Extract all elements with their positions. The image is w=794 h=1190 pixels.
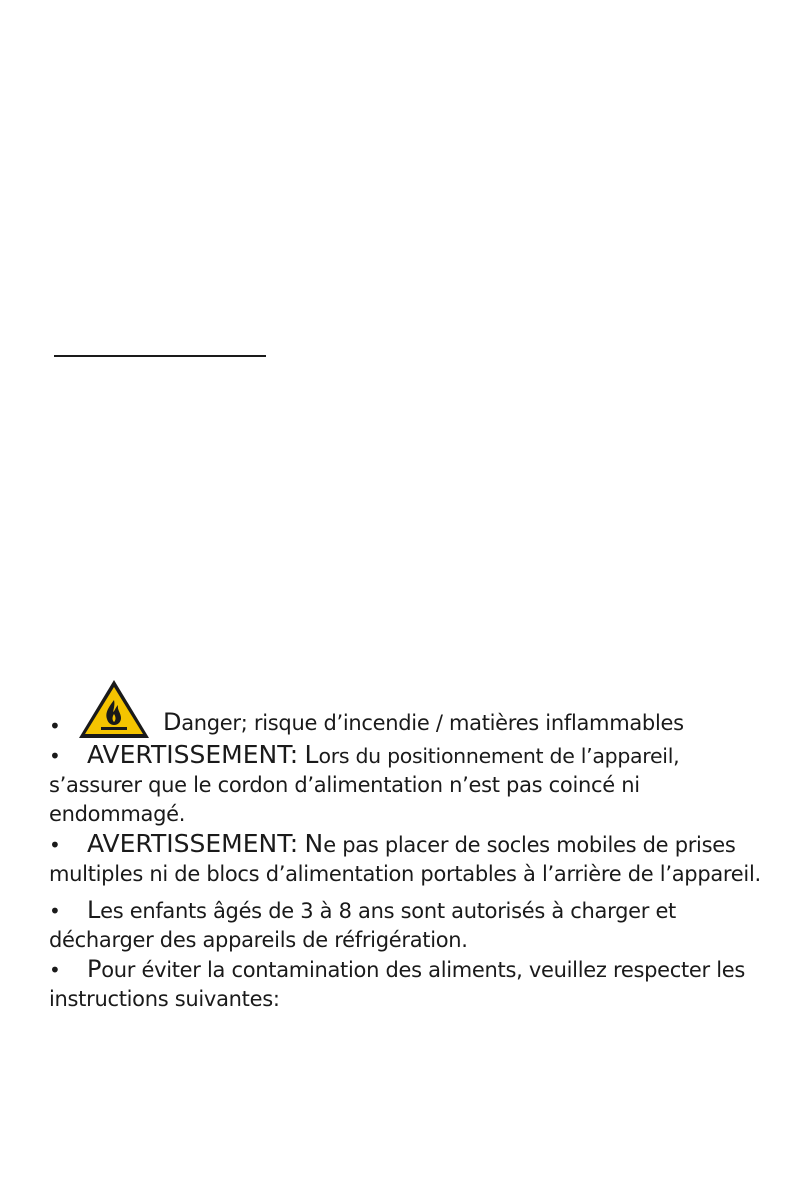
warning-item-sockets: • AVERTISSEMENT: Ne pas placer de socles mobiles de prises multiples ni de blocs d’alimentation portables à l’arrière de l’appareil. (49, 829, 761, 886)
flammable-warning-icon (77, 678, 151, 740)
bullet: • (49, 833, 61, 857)
bullet: • (49, 744, 61, 768)
warning-label: AVERTISSEMENT: (87, 740, 299, 769)
hazard-item (49, 668, 773, 740)
instruction-item-contamination: • Pour éviter la contamination des aliments, veuillez respecter les instructions suivantes: (49, 955, 746, 1011)
instruction-item-children: • Les enfants âgés de 3 à 8 ans sont autorisés à charger et décharger des appareils de réfrigération. (49, 896, 676, 952)
safety-instructions (49, 668, 773, 1014)
warning-item-cord: • AVERTISSEMENT: Lors du positionnement de l’appareil, s’assurer que le cordon d’alimentation n’est pas coincé ni endommagé. (49, 740, 680, 826)
hazard-text: Danger; risque d’incendie / matières inflammables (163, 708, 684, 736)
bullet: • (49, 958, 61, 982)
warning-label: AVERTISSEMENT: (87, 829, 299, 858)
horizontal-rule (54, 355, 266, 357)
bullet: • (49, 899, 61, 923)
bullet: • (49, 714, 61, 738)
